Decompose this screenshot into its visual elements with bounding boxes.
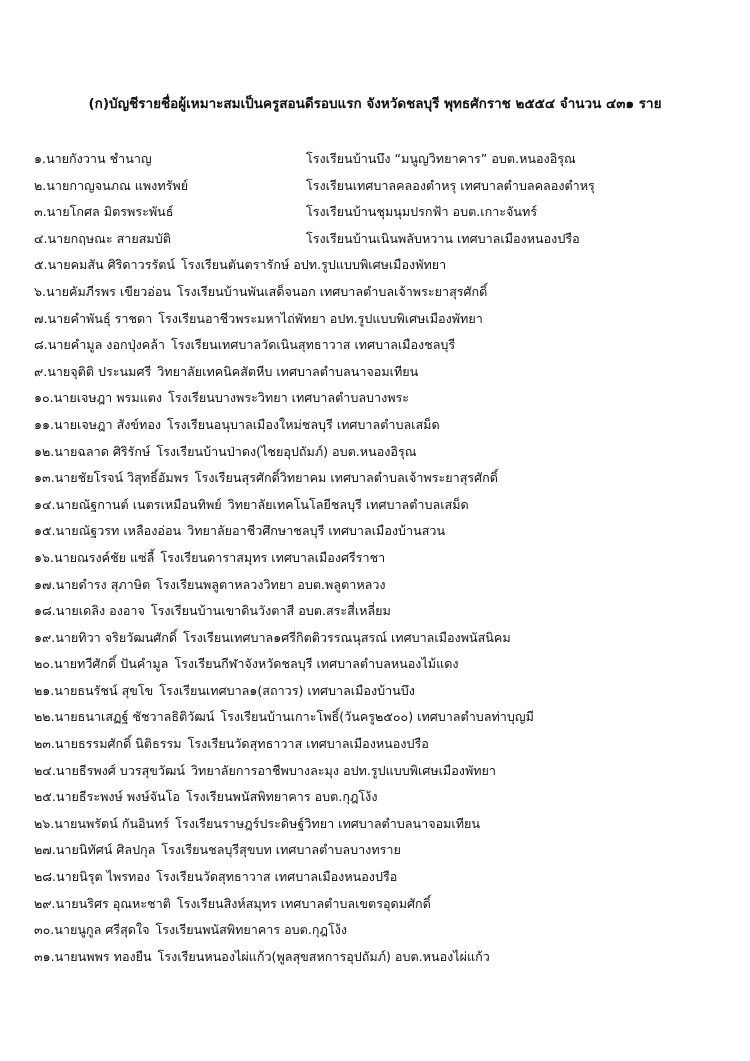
entry-name: ๓๐.นายนูกูล ศรีสุดใจ — [34, 922, 150, 938]
entry-school: วิทยาลัยการอาชีพบางละมุง อปท.รูปแบบพิเศษเมืองพัทยา — [190, 762, 497, 778]
list-item — [34, 412, 740, 439]
entry-name: ๒๔.นายธีรพงศ์ บวรสุขวัฒน์ — [34, 762, 185, 778]
list-item — [34, 651, 740, 678]
list-item — [34, 385, 740, 412]
list-item — [34, 306, 740, 333]
list-item — [34, 731, 740, 758]
entry-school: วิทยาลัยเทคโนโลยีชลบุรี เทศบาลตำบลเสม็ด — [227, 496, 469, 512]
entry-school: โรงเรียนเทศบาล๑ศรีกิตติวรรณนุสรณ์ เทศบาลเมืองพนัสนิคม — [183, 629, 511, 645]
list-item — [34, 572, 740, 599]
list-item — [34, 226, 740, 253]
entry-name: ๑๒.นายฉลาด ศิริรักษ์ — [34, 443, 151, 459]
list-item — [34, 359, 740, 386]
entry-name: ๑๙.นายทิวา จริยวัฒนศักดิ์ — [34, 629, 178, 645]
entry-school: โรงเรียนอาชีวพระมหาไถ่พัทยา อปท.รูปแบบพิเศษเมืองพัทยา — [158, 310, 483, 326]
list-item — [34, 279, 740, 306]
entry-school: โรงเรียนพลูตาหลวงวิทยา อบต.พลูตาหลวง — [156, 576, 386, 592]
entry-school: โรงเรียนบ้านพันเสด็จนอก เทศบาลตำบลเจ้าพระยาสุรศักดิ์ — [177, 283, 488, 299]
document-title: (ก)บัญชีรายชื่อผู้เหมาะสมเป็นครูสอนดีรอบแรก จังหวัดชลบุรี พุทธศักราช ๒๕๕๔ จำนวน ๔๓๑ ราย — [88, 96, 662, 112]
list-item — [34, 811, 740, 838]
list-item — [34, 837, 740, 864]
entry-school: โรงเรียนกีฬาจังหวัดชลบุรี เทศบาลตำบลหนองไม้แดง — [174, 656, 459, 672]
entry-school: โรงเรียนวัดสุทธาวาส เทศบาลเมืองหนองปรือ — [156, 869, 398, 885]
list-item — [34, 784, 740, 811]
entry-school: โรงเรียนบ้านเขาดินวังตาสี อบต.สระสี่เหลี่ยม — [150, 603, 391, 619]
entry-name: ๙.นายจุติติ ประนมศรี — [34, 363, 152, 379]
entry-name: ๕.นายคมสัน ศิริดาวรรัตน์ — [34, 257, 176, 273]
entry-name: ๒๘.นายนิรุต ไพรทอง — [34, 869, 151, 885]
entry-school: โรงเรียนเทศบาล๑(สถาวร) เทศบาลเมืองบ้านบึง — [159, 682, 415, 698]
list-item — [34, 199, 740, 226]
entry-name: ๑๘.นายเดลิง องอาจ — [34, 603, 145, 619]
list-item — [34, 891, 740, 918]
entry-school: โรงเรียนบ้านชุมนุมปรกฟ้า อบต.เกาะจันทร์ — [306, 204, 538, 220]
list-item — [34, 332, 740, 359]
entry-name: ๑๔.นายณัฐกานต์ เนตรเหมือนทิพย์ — [34, 496, 222, 512]
list-item — [34, 492, 740, 519]
entry-school: โรงเรียนสิงห์สมุทร เทศบาลตำบลเขตรอุดมศักดิ์ — [176, 895, 431, 911]
entry-school: โรงเรียนสุรศักดิ์วิทยาคม เทศบาลตำบลเจ้าพระยาสุรศักดิ์ — [194, 470, 498, 486]
entry-name: ๑๕.นายณัฐวรท เหลืองอ่อน — [34, 523, 182, 539]
entry-name: ๒๑.นายธนรัชน์ สุขโข — [34, 682, 154, 698]
entry-name: ๑๗.นายดำรง สุภาษิต — [34, 576, 151, 592]
entry-school: โรงเรียนบ้านบึง “มนูญวิทยาคาร” อบต.หนองอิรุณ — [306, 151, 576, 166]
entry-name: ๒๒.นายธนาเสฏฐ์ ชัชวาลธิติวัฒน์ — [34, 709, 215, 725]
entry-school: โรงเรียนอนุบาลเมืองใหม่ชลบุรี เทศบาลตำบลเสม็ด — [167, 416, 440, 432]
list-item — [34, 252, 740, 279]
entry-school: โรงเรียนชลบุรีสุขบท เทศบาลตำบลบางทราย — [161, 842, 401, 858]
entry-school: โรงเรียนบ้านเกาะโพธิ์(วันครู๒๕๐๐) เทศบาลตำบลท่าบุญมี — [220, 709, 534, 725]
entry-school: วิทยาลัยอาชีวศึกษาชลบุรี เทศบาลเมืองบ้านสวน — [187, 523, 446, 539]
list-item — [34, 944, 740, 971]
entry-school: โรงเรียนราษฎร์ประดิษฐ์วิทยา เทศบาลตำบลนาจอมเทียน — [175, 815, 481, 831]
entry-name: ๒๐.นายทวีศักดิ์ ปันคำมูล — [34, 656, 169, 672]
entry-name: ๒.นายกาญจนภณ แพงทรัพย์ — [34, 177, 189, 193]
entry-name: ๒๗.นายนิทัศน์ ศิลปกุล — [34, 842, 156, 858]
entry-school: โรงเรียนเทศบาลคลองตำหรุ เทศบาลตำบลคลองตำหรุ — [306, 177, 595, 193]
entry-school: โรงเรียนวัดสุทธาวาส เทศบาลเมืองหนองปรือ — [187, 736, 429, 752]
list-item — [34, 625, 740, 652]
entry-name: ๓.นายโกศล มิตรพระพันธ์ — [34, 204, 174, 220]
entry-name: ๑๓.นายชัยโรจน์ วิสุทธิ์อัมพร — [34, 470, 189, 486]
list-item — [34, 864, 740, 891]
list-item — [34, 758, 740, 785]
list-item — [34, 465, 740, 492]
entry-name: ๘.นายคำมูล งอกปุ่งคล้า — [34, 337, 165, 353]
entry-name: ๖.นายคัมภีรพร เขียวอ่อน — [34, 283, 172, 299]
entry-name: ๑.นายกังวาน ชำนาญ — [34, 151, 152, 166]
list-item — [34, 518, 740, 545]
entry-school: โรงเรียนบางพระวิทยา เทศบาลตำบลบางพระ — [168, 390, 410, 406]
entry-name: ๑๐.นายเจษฎา พรมแตง — [34, 390, 163, 406]
entry-school: โรงเรียนดาราสมุทร เทศบาลเมืองศรีราชา — [160, 549, 386, 565]
entry-name: ๗.นายคำพันธุ์ ราชดา — [34, 310, 153, 326]
entry-school: โรงเรียนพนัสพิทยาคาร อบต.กุฎโง้ง — [155, 922, 348, 938]
entry-school: โรงเรียนตันตรารักษ์ อปท.รูปแบบพิเศษเมืองพัทยา — [181, 257, 447, 273]
list-item — [34, 173, 740, 200]
entry-name: ๓๑.นายนพพร ทองยืน — [34, 948, 152, 964]
entry-name: ๑๖.นายณรงค์ชัย แซ่ลี้ — [34, 549, 155, 565]
entry-name: ๒๙.นายนริศร อุณหะชาติ — [34, 895, 171, 911]
list-item — [34, 146, 740, 173]
entry-name: ๒๕.นายธีระพงษ์ พงษ์จันโอ — [34, 789, 180, 805]
teacher-list — [34, 146, 740, 970]
entry-name: ๔.นายกฤษณะ สายสมบัติ — [34, 230, 171, 246]
entry-school: โรงเรียนหนองไผ่แก้ว(พูลสุขสหการอุปถัมภ์) อบต.หนองไผ่แก้ว — [157, 948, 490, 964]
list-item — [34, 678, 740, 705]
entry-school: โรงเรียนพนัสพิทยาคาร อบต.กุฎโง้ง — [185, 789, 378, 805]
entry-school: โรงเรียนบ้านเนินพลับหวาน เทศบาลเมืองหนองปรือ — [306, 230, 580, 246]
list-item — [34, 545, 740, 572]
entry-school: วิทยาลัยเทคนิคสัตหีบ เทศบาลตำบลนาจอมเทียน — [157, 363, 419, 379]
list-item — [34, 704, 740, 731]
entry-school: โรงเรียนบ้านป่าดง(ไชยอุปถัมภ์) อบต.หนองอิรุณ — [156, 443, 417, 459]
entry-name: ๒๓.นายธรรมศักดิ์ นิติธรรม — [34, 736, 182, 752]
entry-name: ๑๑.นายเจษฎา สังข์ทอง — [34, 416, 162, 432]
list-item — [34, 439, 740, 466]
entry-school: โรงเรียนเทศบาลวัดเนินสุทธาวาส เทศบาลเมืองชลบุรี — [171, 337, 456, 353]
list-item — [34, 917, 740, 944]
list-item — [34, 598, 740, 625]
entry-name: ๒๖.นายนพรัตน์ กันอินทร์ — [34, 815, 170, 831]
